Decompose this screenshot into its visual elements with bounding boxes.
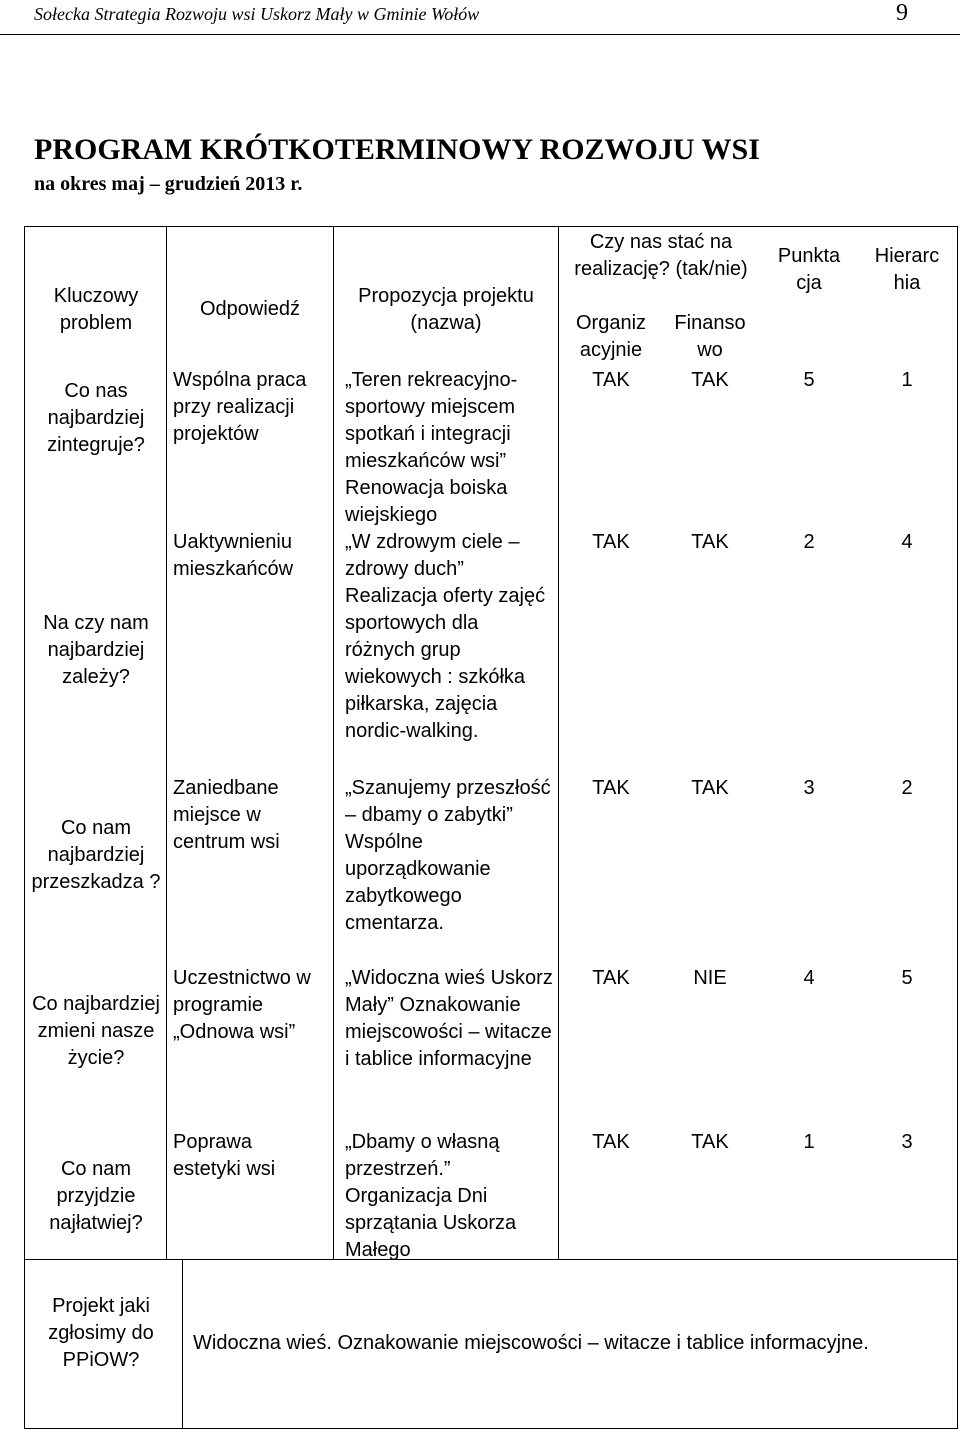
row4-score: 4 (803, 967, 815, 989)
header-hierarchy: Hierarc hia (874, 245, 940, 294)
row3-hierarchy: 2 (901, 777, 913, 799)
row1-hierarchy: 1 (901, 369, 913, 391)
page-header (0, 0, 960, 35)
strategy-table (24, 226, 958, 1260)
row4-hierarchy: 5 (901, 967, 913, 989)
row1-answer: Wspólna praca przy realizacji projektów (173, 369, 307, 445)
row2-financial: TAK (691, 531, 729, 553)
submission-text: Widoczna wieś. Oznakowanie miejscowości – witacze i tablice informacyjne. (193, 1332, 869, 1354)
row2-organizational: TAK (592, 531, 630, 553)
column-divider (166, 227, 167, 1259)
row2-score: 2 (803, 531, 815, 553)
column-divider (333, 227, 334, 1259)
row2-problem: Na czy nam najbardziej zależy? (43, 612, 149, 688)
row5-financial: TAK (691, 1131, 729, 1153)
running-title: Sołecka Strategia Rozwoju wsi Uskorz Mały w Gminie Wołów (34, 4, 480, 24)
document-title: PROGRAM KRÓTKOTERMINOWY ROZWOJU WSI (34, 133, 760, 166)
header-problem: Kluczowy problem (53, 285, 139, 334)
header-answer: Odpowiedź (199, 298, 301, 320)
row5-organizational: TAK (592, 1131, 630, 1153)
row5-answer: Poprawa estetyki wsi (173, 1131, 276, 1180)
row1-financial: TAK (691, 369, 729, 391)
submission-box (24, 1259, 958, 1429)
row1-organizational: TAK (592, 369, 630, 391)
row3-problem: Co nam najbardziej przeszkadza ? (31, 817, 161, 893)
row3-financial: TAK (691, 777, 729, 799)
row4-answer: Uczestnictwo w programie „Odnowa wsi” (173, 967, 311, 1043)
row2-proposal: „W zdrowym ciele – zdrowy duch” Realizacja oferty zajęć sportowych dla różnych grup wiekowych : szkółka piłkarska, zajęcia nordic-walking. (345, 531, 546, 742)
row1-problem: Co nas najbardziej zintegruje? (47, 380, 145, 456)
row5-hierarchy: 3 (901, 1131, 913, 1153)
header-feasibility: Czy nas stać na realizację? (tak/nie) (574, 231, 748, 280)
row3-organizational: TAK (592, 777, 630, 799)
row4-problem: Co najbardziej zmieni nasze życie? (32, 993, 160, 1069)
page-number: 9 (896, 0, 908, 26)
row3-answer: Zaniedbane miejsce w centrum wsi (173, 777, 280, 853)
row5-proposal: „Dbamy o własną przestrzeń.” Organizacja Dni sprzątania Uskorza Małego (345, 1131, 517, 1261)
document-subtitle: na okres maj – grudzień 2013 r. (34, 173, 303, 195)
submission-label: Projekt jaki zgłosimy do PPiOW? (48, 1295, 154, 1371)
row1-score: 5 (803, 369, 815, 391)
header-proposal: Propozycja projektu (nazwa) (358, 285, 534, 334)
row3-proposal: „Szanujemy przeszłość – dbamy o zabytki” Wspólne uporządkowanie zabytkowego cmentarza. (345, 777, 551, 934)
row3-score: 3 (803, 777, 815, 799)
row5-score: 1 (803, 1131, 815, 1153)
row4-organizational: TAK (592, 967, 630, 989)
row5-problem: Co nam przyjdzie najłatwiej? (49, 1158, 143, 1234)
row2-answer: Uaktywnieniu mieszkańców (173, 531, 294, 580)
row2-hierarchy: 4 (901, 531, 913, 553)
header-organizational: Organiz acyjnie (575, 312, 647, 361)
row4-proposal: „Widoczna wieś Uskorz Mały” Oznakowanie miejscowości – witacze i tablice informacyjne (345, 967, 553, 1070)
column-divider (558, 227, 559, 1259)
column-divider (182, 1260, 183, 1428)
header-financial: Finanso wo (674, 312, 746, 361)
row1-proposal: „Teren rekreacyjno-sportowy miejscem spotkań i integracji mieszkańców wsi” Renowacja boiska wiejskiego (345, 369, 518, 526)
row4-financial: NIE (693, 967, 727, 989)
header-score: Punkta cja (777, 245, 841, 294)
